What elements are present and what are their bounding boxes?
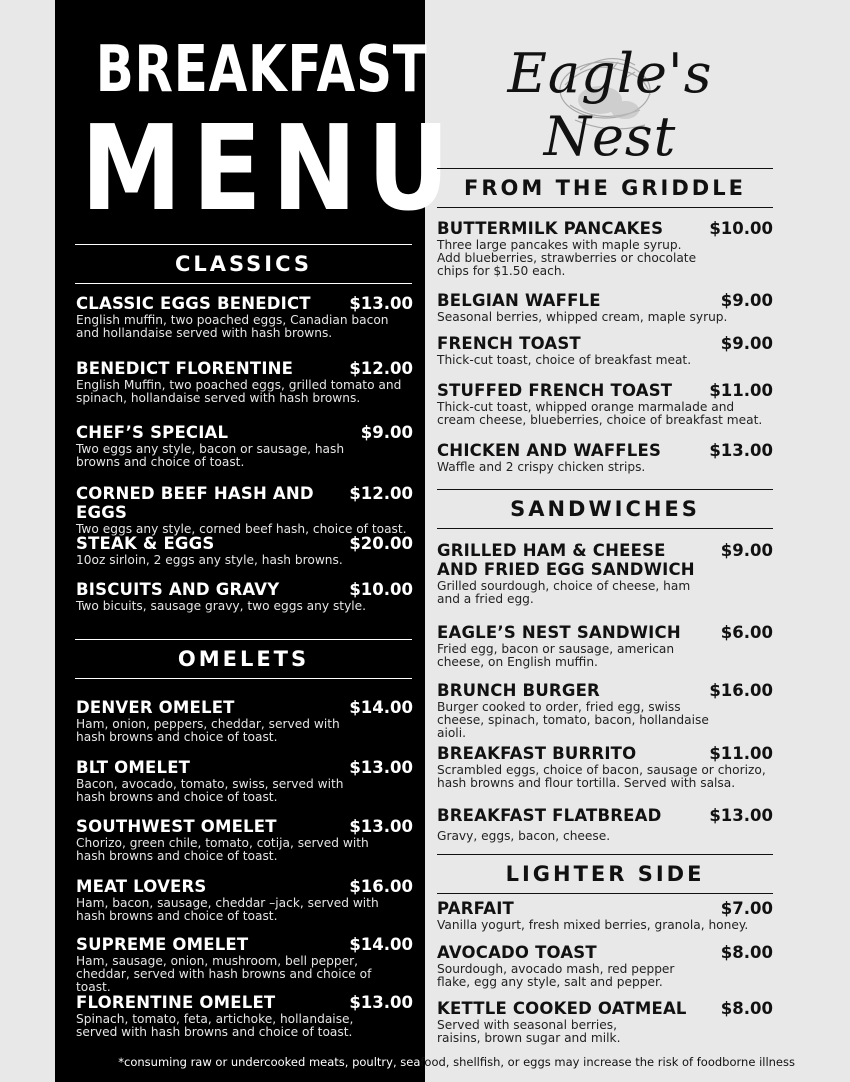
item-price: $10.00 xyxy=(349,580,413,599)
item-price: $13.00 xyxy=(349,294,413,313)
item-description: Ham, bacon, sausage, cheddar –jack, served with hash browns and choice of toast. xyxy=(76,896,379,923)
item-price: $20.00 xyxy=(349,534,413,553)
item-price: $10.00 xyxy=(709,219,773,238)
item-description: Waffle and 2 crispy chicken strips. xyxy=(437,460,646,474)
menu-title-breakfast: BREAKFAST xyxy=(95,33,428,107)
item-name: SUPREME OMELET xyxy=(76,935,249,954)
item-description: Burger cooked to order, fried egg, swiss cheese, spinach, tomato, bacon, hollandaise aioli. xyxy=(437,700,709,740)
menu-item xyxy=(76,877,413,923)
item-name: AVOCADO TOAST xyxy=(437,943,597,962)
item-description: Ham, onion, peppers, cheddar, served with hash browns and choice of toast. xyxy=(76,717,340,744)
item-name: BLT OMELET xyxy=(76,758,191,777)
menu-item xyxy=(437,219,773,278)
item-price: $12.00 xyxy=(349,484,413,503)
menu-item xyxy=(437,381,773,427)
item-price: $13.00 xyxy=(349,993,413,1012)
item-description: Three large pancakes with maple syrup. Add blueberries, strawberries or chocolate chips for $1.50 each. xyxy=(437,238,697,278)
item-price: $16.00 xyxy=(349,877,413,896)
menu-item xyxy=(76,993,413,1039)
item-description: Spinach, tomato, feta, artichoke, hollandaise, served with hash browns and choice of toast. xyxy=(76,1012,354,1039)
menu-item xyxy=(76,484,413,536)
item-price: $9.00 xyxy=(720,334,773,353)
omelets-heading: OMELETS xyxy=(75,639,412,679)
menu-item xyxy=(437,541,773,606)
item-name: STEAK & EGGS xyxy=(76,534,215,553)
item-description: English muffin, two poached eggs, Canadian bacon and hollandaise served with hash browns. xyxy=(76,313,389,340)
menu-item xyxy=(437,441,773,474)
item-description: Scrambled eggs, choice of bacon, sausage or chorizo, hash browns and flour tortilla. Served with salsa. xyxy=(437,763,766,790)
disclaimer-part-2: food, shellfish, or eggs may increase the risk of foodborne illness xyxy=(420,1055,795,1069)
item-name: BENEDICT FLORENTINE xyxy=(76,359,294,378)
menu-item xyxy=(437,291,773,324)
item-name: BREAKFAST BURRITO xyxy=(437,744,637,763)
item-description: Thick-cut toast, whipped orange marmalade and cream cheese, blueberries, choice of breakfast meat. xyxy=(437,400,763,427)
item-price: $13.00 xyxy=(349,817,413,836)
menu-item xyxy=(76,935,413,994)
menu-item xyxy=(76,423,413,469)
item-description: Gravy, eggs, bacon, cheese. xyxy=(437,829,611,843)
disclaimer-part-1: *consuming raw or undercooked meats, poultry, sea xyxy=(118,1055,421,1069)
menu-item xyxy=(76,758,413,804)
item-name: BRUNCH BURGER xyxy=(437,681,600,700)
griddle-heading: FROM THE GRIDDLE xyxy=(437,168,773,208)
item-price: $13.00 xyxy=(349,758,413,777)
menu-item xyxy=(437,999,773,1045)
menu-item xyxy=(437,943,773,989)
item-name: MEAT LOVERS xyxy=(76,877,207,896)
item-price: $9.00 xyxy=(720,291,773,310)
item-name: BUTTERMILK PANCAKES xyxy=(437,219,664,238)
menu-item xyxy=(437,744,773,790)
item-price: $8.00 xyxy=(720,943,773,962)
item-name: SOUTHWEST OMELET xyxy=(76,817,277,836)
item-price: $9.00 xyxy=(720,541,773,560)
item-name: FLORENTINE OMELET xyxy=(76,993,276,1012)
menu-item xyxy=(76,359,413,405)
item-description: Bacon, avocado, tomato, swiss, served with hash browns and choice of toast. xyxy=(76,777,344,804)
eagles-nest-logo xyxy=(470,30,750,168)
item-name: BREAKFAST FLATBREAD xyxy=(437,806,662,825)
item-description: Ham, sausage, onion, mushroom, bell pepper, cheddar, served with hash browns and choice of toast. xyxy=(76,954,372,994)
item-price: $13.00 xyxy=(709,441,773,460)
item-name: CORNED BEEF HASH AND EGGS xyxy=(76,484,314,522)
item-name: KETTLE COOKED OATMEAL xyxy=(437,999,687,1018)
item-description: Grilled sourdough, choice of cheese, ham and a fried egg. xyxy=(437,579,691,606)
item-name: BELGIAN WAFFLE xyxy=(437,291,601,310)
menu-item xyxy=(437,806,773,843)
item-price: $11.00 xyxy=(709,381,773,400)
item-description: 10oz sirloin, 2 eggs any style, hash browns. xyxy=(76,553,343,567)
item-price: $14.00 xyxy=(349,698,413,717)
item-price: $7.00 xyxy=(720,899,773,918)
menu-item xyxy=(76,817,413,863)
item-price: $13.00 xyxy=(709,806,773,825)
item-name: CHICKEN AND WAFFLES xyxy=(437,441,662,460)
item-name: PARFAIT xyxy=(437,899,514,918)
item-price: $8.00 xyxy=(720,999,773,1018)
item-description: Thick-cut toast, choice of breakfast meat. xyxy=(437,353,692,367)
item-price: $6.00 xyxy=(720,623,773,642)
menu-item xyxy=(437,899,773,932)
item-description: Two eggs any style, bacon or sausage, hash browns and choice of toast. xyxy=(76,442,345,469)
lighter-side-heading: LIGHTER SIDE xyxy=(437,854,773,894)
menu-item xyxy=(437,623,773,669)
item-price: $12.00 xyxy=(349,359,413,378)
menu-item xyxy=(76,580,413,613)
item-price: $14.00 xyxy=(349,935,413,954)
menu-title-menu: MENU xyxy=(80,99,460,237)
menu-item xyxy=(76,294,413,340)
item-name: GRILLED HAM & CHEESE AND FRIED EGG SANDWICH xyxy=(437,541,695,579)
item-description: English Muffin, two poached eggs, grilled tomato and spinach, hollandaise served with hash browns. xyxy=(76,378,402,405)
item-name: BISCUITS AND GRAVY xyxy=(76,580,280,599)
foodborne-illness-disclaimer xyxy=(55,1055,795,1069)
item-description: Served with seasonal berries, raisins, brown sugar and milk. xyxy=(437,1018,621,1045)
item-price: $16.00 xyxy=(709,681,773,700)
item-name: EAGLE’S NEST SANDWICH xyxy=(437,623,681,642)
logo-text: Eagle's Nest xyxy=(507,42,713,168)
sandwiches-heading: SANDWICHES xyxy=(437,489,773,529)
menu-item xyxy=(76,698,413,744)
item-name: FRENCH TOAST xyxy=(437,334,581,353)
item-description: Fried egg, bacon or sausage, american cheese, on English muffin. xyxy=(437,642,675,669)
menu-item xyxy=(437,681,773,740)
item-description: Vanilla yogurt, fresh mixed berries, granola, honey. xyxy=(437,918,749,932)
classics-heading: CLASSICS xyxy=(75,244,412,284)
item-description: Chorizo, green chile, tomato, cotija, served with hash browns and choice of toast. xyxy=(76,836,369,863)
item-name: DENVER OMELET xyxy=(76,698,235,717)
item-description: Two bicuits, sausage gravy, two eggs any style. xyxy=(76,599,367,613)
item-description: Two eggs any style, corned beef hash, choice of toast. xyxy=(76,522,407,536)
item-name: STUFFED FRENCH TOAST xyxy=(437,381,673,400)
item-description: Sourdough, avocado mash, red pepper flake, egg any style, salt and pepper. xyxy=(437,962,675,989)
item-description: Seasonal berries, whipped cream, maple syrup. xyxy=(437,310,728,324)
menu-item xyxy=(437,334,773,367)
menu-item xyxy=(76,534,413,567)
item-price: $11.00 xyxy=(709,744,773,763)
item-name: CLASSIC EGGS BENEDICT xyxy=(76,294,311,313)
item-price: $9.00 xyxy=(360,423,413,442)
item-name: CHEF’S SPECIAL xyxy=(76,423,229,442)
